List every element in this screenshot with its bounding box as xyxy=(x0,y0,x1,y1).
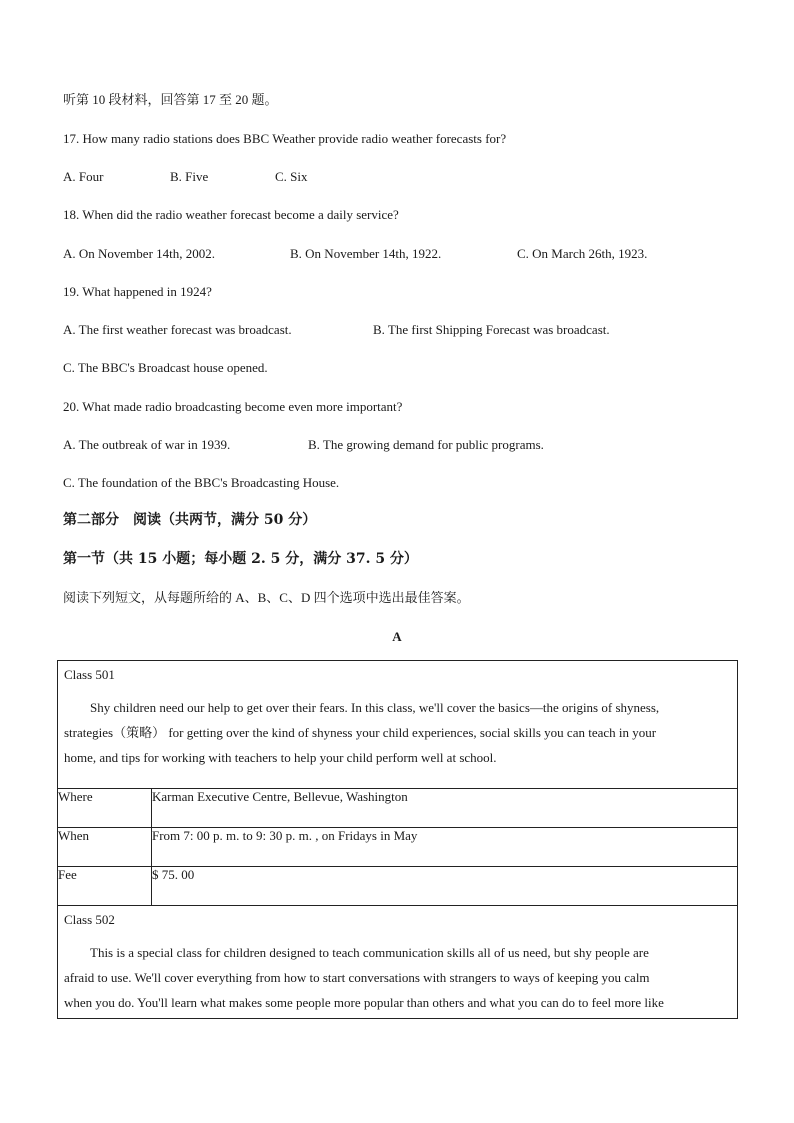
question-17-option-c: C. Six xyxy=(275,169,308,184)
question-17-option-a: A. Four xyxy=(63,169,104,184)
class-502-row xyxy=(58,906,738,1019)
table-row-where xyxy=(58,789,738,828)
class-schedule-table xyxy=(57,660,738,1019)
class-501-line: Shy children need our help to get over their fears. In this class, we'll cover the basics—the origins of shyness, xyxy=(90,700,660,715)
when-label: When xyxy=(58,828,152,867)
class-501-title: Class 501 xyxy=(64,667,115,682)
question-18-option-a: A. On November 14th, 2002. xyxy=(63,246,216,261)
reading-instruction: 阅读下列短文，从每题所给的 A、B、C、D 四个选项中选出最佳答案。 xyxy=(63,590,470,605)
part-title: 第二部分 阅读（共两节，满分 50 分） xyxy=(63,512,317,528)
question-20-option-a: A. The outbreak of war in 1939. xyxy=(63,437,231,452)
question-20-option-c: C. The foundation of the BBC's Broadcasting House. xyxy=(63,475,340,490)
fee-value: $ 75. 00 xyxy=(152,867,738,906)
listening-instruction: 听第 10 段材料，回答第 17 至 20 题。 xyxy=(63,92,278,107)
class-502-line: This is a special class for children designed to teach communication skills all of us need, but shy people are xyxy=(90,945,649,960)
class-501-row xyxy=(58,661,738,789)
where-value: Karman Executive Centre, Bellevue, Washington xyxy=(152,789,738,828)
question-18-stem: 18. When did the radio weather forecast become a daily service? xyxy=(63,207,399,222)
question-20-option-b: B. The growing demand for public programs. xyxy=(308,437,544,452)
class-501-line: home, and tips for working with teachers to help your child perform well at school. xyxy=(64,750,497,765)
question-20-stem: 20. What made radio broadcasting become even more important? xyxy=(63,399,403,414)
question-17-option-b: B. Five xyxy=(170,169,209,184)
class-502-cell xyxy=(58,906,738,1019)
class-502-line: afraid to use. We'll cover everything from how to start conversations with strangers to ways of keeping you calm xyxy=(64,970,650,985)
passage-label: A xyxy=(392,629,402,644)
table-row-fee xyxy=(58,867,738,906)
where-label: Where xyxy=(58,789,152,828)
class-501-line: strategies（策略） for getting over the kind of shyness your child experiences, social skills you can teach in your xyxy=(64,725,657,740)
question-17-stem: 17. How many radio stations does BBC Weather provide radio weather forecasts for? xyxy=(63,131,507,146)
section-title: 第一节（共 15 小题；每小题 2. 5 分，满分 37. 5 分） xyxy=(63,551,418,567)
class-501-description xyxy=(64,695,731,770)
question-19-stem: 19. What happened in 1924? xyxy=(63,284,212,299)
class-502-line: when you do. You'll learn what makes some people more popular than others and what you can do to feel more like xyxy=(64,995,664,1010)
question-19-option-c: C. The BBC's Broadcast house opened. xyxy=(63,360,268,375)
question-18-option-b: B. On November 14th, 1922. xyxy=(290,246,442,261)
class-501-cell xyxy=(58,661,738,789)
class-502-title: Class 502 xyxy=(64,912,115,927)
question-18-option-c: C. On March 26th, 1923. xyxy=(517,246,648,261)
class-502-description xyxy=(64,940,731,1015)
fee-label: Fee xyxy=(58,867,152,906)
question-19-option-a: A. The first weather forecast was broadcast. xyxy=(63,322,292,337)
when-value: From 7: 00 p. m. to 9: 30 p. m. , on Fridays in May xyxy=(152,828,738,867)
question-19-option-b: B. The first Shipping Forecast was broadcast. xyxy=(373,322,610,337)
table-row-when xyxy=(58,828,738,867)
